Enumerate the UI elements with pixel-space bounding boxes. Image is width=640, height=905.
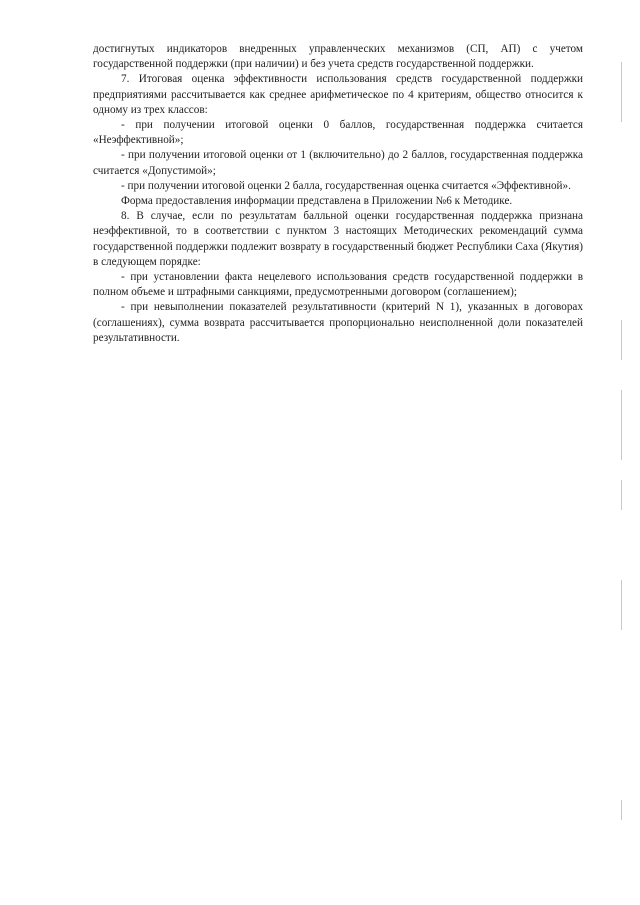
scan-mark — [621, 62, 622, 122]
paragraph-continuation: достигнутых индикаторов внедренных управленческих механизмов (СП, АП) с учетом государственной поддержки (при наличии) и без учета средств государственной поддержки. — [93, 43, 583, 71]
list-item-acceptable: - при получении итоговой оценки от 1 (включительно) до 2 баллов, государственная поддержка считается «Допустимой»; — [93, 149, 583, 177]
list-item-misuse: - при установлении факта нецелевого использования средств государственной поддержки в полном объеме и штрафными санкциями, предусмотренными договором (соглашением); — [93, 271, 583, 299]
scan-mark — [621, 390, 622, 460]
paragraph-appendix-note: Форма предоставления информации представлена в Приложении №6 к Методике. — [121, 195, 513, 208]
list-item-ineffective: - при получении итоговой оценки 0 баллов, государственная поддержка считается «Неэффективной»; — [93, 119, 583, 147]
list-item-effective: - при получении итоговой оценки 2 балла, государственная оценка считается «Эффективной». — [121, 179, 571, 192]
scan-mark — [621, 580, 622, 630]
list-item-non-performance: - при невыполнении показателей результативности (критерий N 1), указанных в договорах (соглашениях), сумма возврата рассчитывается пропорционально неисполненной доли показателей результативности. — [93, 301, 583, 344]
scan-mark — [621, 800, 622, 820]
scan-mark — [621, 320, 622, 360]
document-body — [93, 42, 583, 346]
paragraph-item-8: 8. В случае, если по результатам балльной оценки государственная поддержка признана неэффективной, то в соответствии с пунктом 3 настоящих Методических рекомендаций сумма государственной поддержки подлежит возврату в государственный бюджет Республики Саха (Якутия) в следующем порядке: — [93, 210, 583, 268]
scan-margin-marks — [616, 40, 630, 860]
paragraph-item-7: 7. Итоговая оценка эффективности использования средств государственной поддержки предприятиями рассчитывается как среднее арифметическое по 4 критериям, общество относится к одному из трех классов: — [93, 73, 583, 116]
scan-mark — [621, 480, 622, 510]
